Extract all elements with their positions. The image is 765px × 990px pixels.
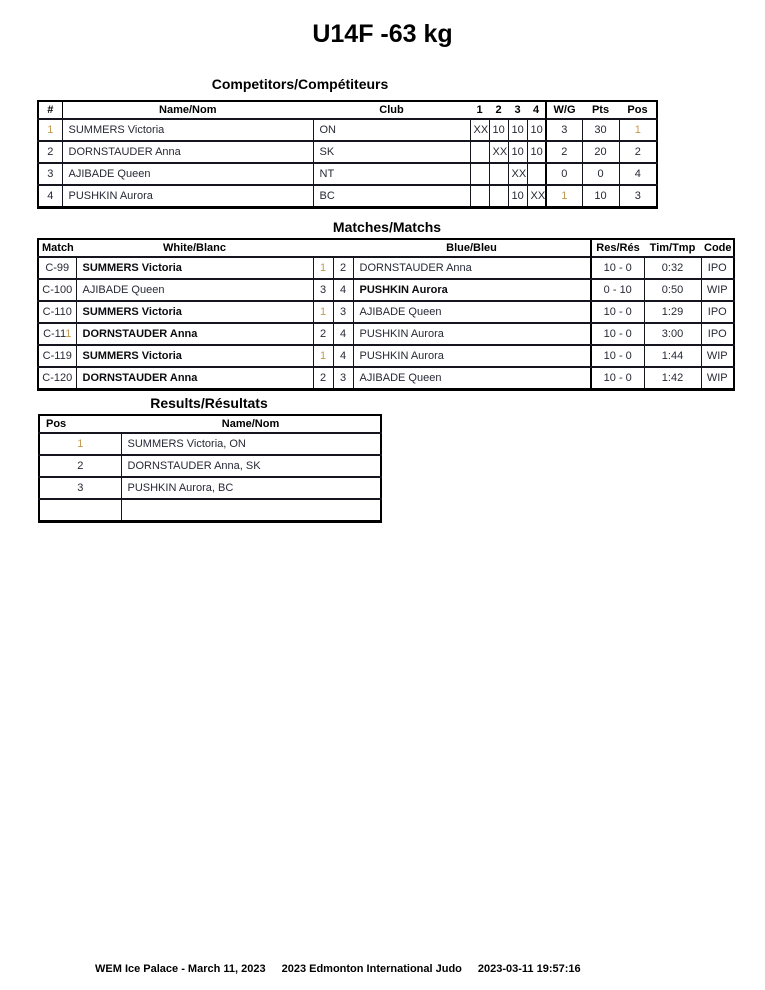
white-number bbox=[313, 257, 333, 279]
match-code: C-99 bbox=[38, 257, 76, 279]
white-competitor: DORNSTAUDER Anna bbox=[76, 367, 313, 390]
header-round-2: 2 bbox=[495, 104, 502, 116]
header-wins: W/G bbox=[546, 101, 582, 119]
matches-body bbox=[38, 257, 734, 390]
match-time: 0:32 bbox=[644, 257, 701, 279]
header-club: Club bbox=[379, 104, 404, 116]
final-position bbox=[619, 119, 657, 141]
white-competitor: SUMMERS Victoria bbox=[76, 345, 313, 367]
blue-number: 2 bbox=[333, 257, 353, 279]
match-score-code: IPO bbox=[701, 257, 734, 279]
final-position: 4 bbox=[619, 163, 657, 185]
competitor-number: 3 bbox=[38, 163, 62, 185]
score-vs-1 bbox=[470, 141, 489, 163]
wins-count: 3 bbox=[546, 119, 582, 141]
white-number: 3 bbox=[313, 279, 333, 301]
results-body bbox=[39, 433, 381, 522]
blue-number: 4 bbox=[333, 279, 353, 301]
white-competitor: DORNSTAUDER Anna bbox=[76, 323, 313, 345]
header-points: Pts bbox=[591, 104, 610, 116]
match-score-code: WIP bbox=[701, 345, 734, 367]
gold-one-digit: 1 bbox=[319, 262, 327, 274]
match-score-code: IPO bbox=[701, 301, 734, 323]
matches-heading: Matches/Matchs bbox=[332, 219, 442, 235]
gold-one-digit: 1 bbox=[65, 328, 72, 340]
competitors-body bbox=[38, 119, 657, 208]
score-vs-4 bbox=[527, 163, 546, 185]
match-row bbox=[38, 345, 734, 367]
match-code: C-120 bbox=[38, 367, 76, 390]
points-total: 0 bbox=[582, 163, 619, 185]
white-competitor: AJIBADE Queen bbox=[76, 279, 313, 301]
header-white-number bbox=[313, 239, 333, 257]
header-position: Pos bbox=[627, 104, 648, 116]
header-name: Name/Nom bbox=[159, 104, 217, 116]
result-row bbox=[39, 477, 381, 499]
blue-competitor: PUSHKIN Aurora bbox=[353, 345, 591, 367]
footer-event: 2023 Edmonton International Judo bbox=[281, 963, 462, 975]
result-name: PUSHKIN Aurora, BC bbox=[121, 477, 381, 499]
competitor-row bbox=[38, 163, 657, 185]
header-round-1: 1 bbox=[476, 104, 483, 116]
gold-one-digit: 1 bbox=[561, 190, 568, 202]
header-white: White/Blanc bbox=[163, 242, 226, 254]
blue-competitor: PUSHKIN Aurora bbox=[353, 323, 591, 345]
match-row bbox=[38, 257, 734, 279]
score-vs-1: XX bbox=[470, 119, 489, 141]
white-number bbox=[313, 345, 333, 367]
score-vs-4: 10 bbox=[527, 119, 546, 141]
match-code: C-119 bbox=[38, 345, 76, 367]
competitor-club: NT bbox=[313, 163, 470, 185]
score-vs-4: 10 bbox=[527, 141, 546, 163]
footer-venue: WEM Ice Palace - March 11, 2023 bbox=[95, 963, 266, 975]
white-number: 2 bbox=[313, 323, 333, 345]
match-time: 3:00 bbox=[644, 323, 701, 345]
final-position: 3 bbox=[619, 185, 657, 208]
results-table bbox=[38, 414, 382, 523]
match-time: 1:44 bbox=[644, 345, 701, 367]
blue-competitor: AJIBADE Queen bbox=[353, 301, 591, 323]
blue-competitor: PUSHKIN Aurora bbox=[353, 279, 591, 301]
header-round-3: 3 bbox=[514, 104, 521, 116]
score-vs-2: XX bbox=[489, 141, 508, 163]
points-total: 20 bbox=[582, 141, 619, 163]
wins-count: 2 bbox=[546, 141, 582, 163]
points-total: 30 bbox=[582, 119, 619, 141]
white-number: 2 bbox=[313, 367, 333, 390]
white-competitor: SUMMERS Victoria bbox=[76, 301, 313, 323]
header-time: Tim/Tmp bbox=[649, 242, 696, 254]
result-name bbox=[121, 499, 381, 522]
match-row bbox=[38, 367, 734, 390]
match-row bbox=[38, 301, 734, 323]
points-total: 10 bbox=[582, 185, 619, 208]
header-blue: Blue/Bleu bbox=[446, 242, 497, 254]
header-code: Code bbox=[704, 242, 732, 254]
matches-header-row bbox=[38, 239, 734, 257]
match-result: 10 - 0 bbox=[591, 345, 644, 367]
score-vs-1 bbox=[470, 185, 489, 208]
header-name: Name/Nom bbox=[221, 418, 280, 430]
match-result: 10 - 0 bbox=[591, 301, 644, 323]
page-footer bbox=[95, 963, 581, 975]
match-result: 10 - 0 bbox=[591, 323, 644, 345]
blue-competitor: DORNSTAUDER Anna bbox=[353, 257, 591, 279]
competitors-table bbox=[37, 100, 658, 209]
competitor-name: AJIBADE Queen bbox=[62, 163, 313, 185]
blue-number: 4 bbox=[333, 345, 353, 367]
header-blue-number bbox=[333, 239, 353, 257]
match-row bbox=[38, 323, 734, 345]
blue-number: 3 bbox=[333, 367, 353, 390]
match-code: C-110 bbox=[38, 301, 76, 323]
header-round-4: 4 bbox=[532, 104, 540, 116]
gold-one-digit: 1 bbox=[319, 350, 327, 362]
score-vs-2: 10 bbox=[489, 119, 508, 141]
match-time: 0:50 bbox=[644, 279, 701, 301]
page-title: U14F -63 kg bbox=[312, 20, 453, 48]
results-heading: Results/Résultats bbox=[150, 395, 268, 411]
gold-one-digit: 1 bbox=[47, 124, 54, 136]
match-row bbox=[38, 279, 734, 301]
gold-one-digit: 1 bbox=[77, 438, 84, 450]
score-vs-4: XX bbox=[527, 185, 546, 208]
result-position: 3 bbox=[39, 477, 121, 499]
header-match: Match bbox=[42, 242, 74, 254]
result-position: 2 bbox=[39, 455, 121, 477]
wins-count bbox=[546, 185, 582, 208]
match-score-code: WIP bbox=[701, 279, 734, 301]
competitor-number: 4 bbox=[38, 185, 62, 208]
result-position bbox=[39, 499, 121, 522]
competitor-number: 2 bbox=[38, 141, 62, 163]
match-result: 10 - 0 bbox=[591, 257, 644, 279]
match-result: 0 - 10 bbox=[591, 279, 644, 301]
blue-competitor: AJIBADE Queen bbox=[353, 367, 591, 390]
score-vs-1 bbox=[470, 163, 489, 185]
matches-table bbox=[37, 238, 735, 391]
competitor-row bbox=[38, 141, 657, 163]
result-row bbox=[39, 455, 381, 477]
result-row bbox=[39, 433, 381, 455]
match-code: C-100 bbox=[38, 279, 76, 301]
score-vs-2 bbox=[489, 163, 508, 185]
competitor-club: SK bbox=[313, 141, 470, 163]
wins-count: 0 bbox=[546, 163, 582, 185]
blue-number: 3 bbox=[333, 301, 353, 323]
score-vs-2 bbox=[489, 185, 508, 208]
competitors-heading: Competitors/Compétiteurs bbox=[211, 76, 389, 92]
competitor-row bbox=[38, 119, 657, 141]
score-vs-3: 10 bbox=[508, 119, 527, 141]
competitor-row bbox=[38, 185, 657, 208]
result-row bbox=[39, 499, 381, 522]
gold-one-digit: 1 bbox=[319, 306, 327, 318]
match-result: 10 - 0 bbox=[591, 367, 644, 390]
header-position: Pos bbox=[46, 418, 67, 430]
header-number: # bbox=[38, 101, 62, 119]
results-header-row bbox=[39, 415, 381, 433]
result-name: DORNSTAUDER Anna, SK bbox=[121, 455, 381, 477]
competitor-name: SUMMERS Victoria bbox=[62, 119, 313, 141]
competitor-name: PUSHKIN Aurora bbox=[62, 185, 313, 208]
header-result: Res/Rés bbox=[591, 239, 644, 257]
blue-number: 4 bbox=[333, 323, 353, 345]
score-vs-3: 10 bbox=[508, 141, 527, 163]
match-code: C-111 bbox=[38, 323, 76, 345]
match-time: 1:42 bbox=[644, 367, 701, 390]
match-score-code: WIP bbox=[701, 367, 734, 390]
result-position bbox=[39, 433, 121, 455]
score-vs-3: 10 bbox=[508, 185, 527, 208]
white-number bbox=[313, 301, 333, 323]
match-time: 1:29 bbox=[644, 301, 701, 323]
result-name: SUMMERS Victoria, ON bbox=[121, 433, 381, 455]
gold-one-digit: 1 bbox=[634, 124, 641, 136]
competitor-number bbox=[38, 119, 62, 141]
footer-timestamp: 2023-03-11 19:57:16 bbox=[477, 963, 581, 975]
competitor-name: DORNSTAUDER Anna bbox=[62, 141, 313, 163]
competitors-header-row bbox=[38, 101, 657, 119]
competitor-club: ON bbox=[313, 119, 470, 141]
score-vs-3: XX bbox=[508, 163, 527, 185]
competitor-club: BC bbox=[313, 185, 470, 208]
final-position: 2 bbox=[619, 141, 657, 163]
match-score-code: IPO bbox=[701, 323, 734, 345]
white-competitor: SUMMERS Victoria bbox=[76, 257, 313, 279]
